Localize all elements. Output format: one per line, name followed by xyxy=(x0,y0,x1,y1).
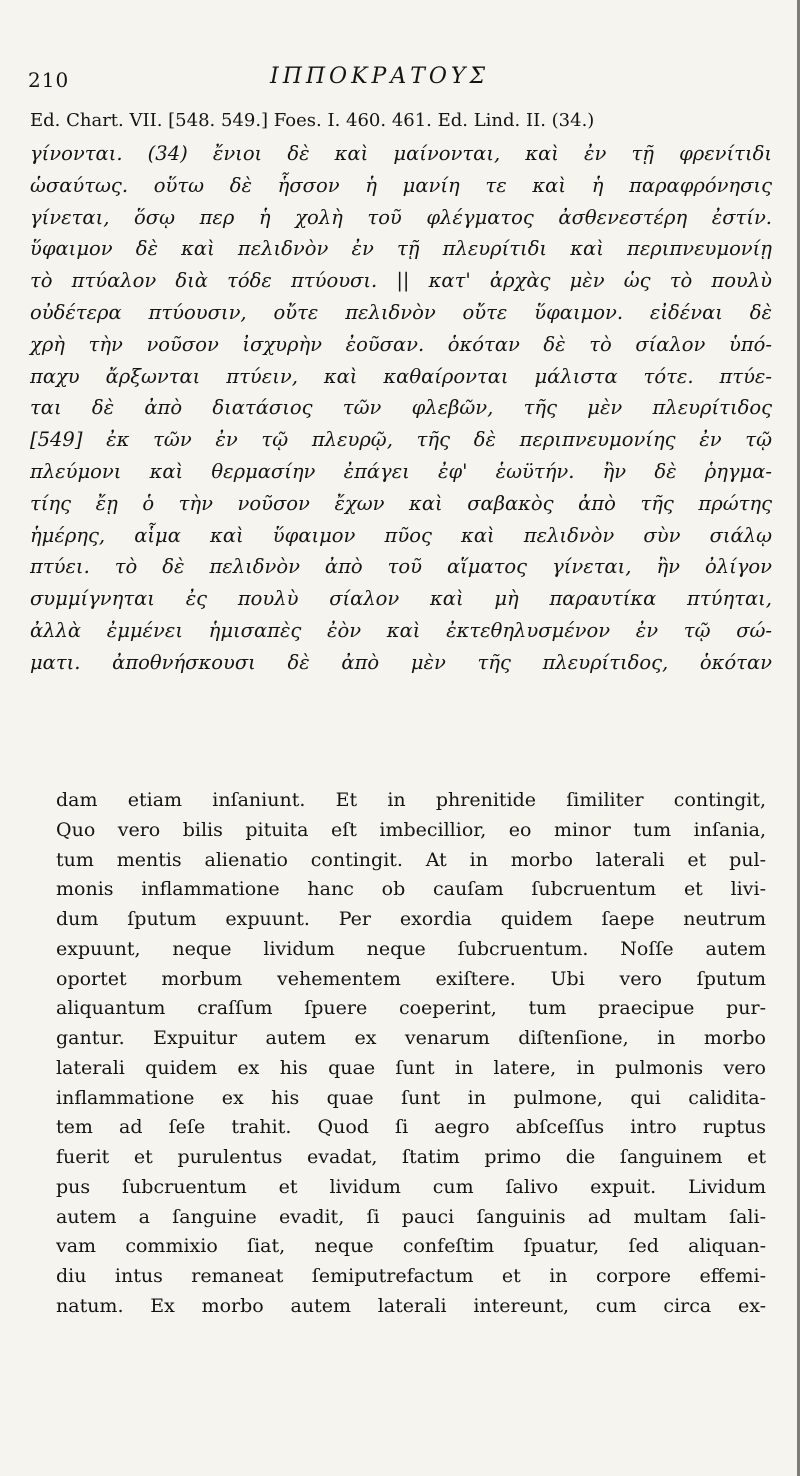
latin-line-10: laterali quidem ex his quae ſunt in latere, in pulmonis vero xyxy=(56,1056,766,1079)
greek-line-7: χρὴ τὴν νοῦσον ἰσχυρὴν ἐοῦσαν. ὁκόταν δὲ τὸ σίαλον ὑπό- xyxy=(30,332,772,356)
latin-line-18: natum. Ex morbo autem laterali intereunt, cum circa ex- xyxy=(56,1294,766,1317)
greek-line-5: τὸ πτύαλον διὰ τόδε πτύουσι. || κατ' ἀρχὰς μὲν ὡς τὸ πουλὺ xyxy=(30,269,772,293)
greek-line-15: συμμίγνηται ἐς πουλὺ σίαλον καὶ μὴ παραυτίκα πτύηται, xyxy=(30,587,772,611)
greek-line-6: οὐδέτερα πτύουσιν, οὔτε πελιδνὸν οὔτε ὕφαιμον. εἰδέναι δὲ xyxy=(30,300,772,324)
greek-line-16: ἀλλὰ ἐμμένει ἡμισαπὲς ἐὸν καὶ ἐκτεθηλυσμένον ἐν τῷ σώ- xyxy=(30,618,772,642)
latin-line-11: inflammatione ex his quae ſunt in pulmone, qui calidita- xyxy=(56,1086,766,1109)
greek-text-block xyxy=(30,138,772,679)
latin-line-5: dum ſputum expuunt. Per exordia quidem ſaepe neutrum xyxy=(56,908,766,930)
edition-reference-line: Ed. Chart. VII. [548. 549.] Foes. I. 460. 461. Ed. Lind. II. (34.) xyxy=(30,110,595,131)
latin-line-14: pus ſubcruentum et lividum cum ſalivo expuit. Lividum xyxy=(56,1175,766,1198)
greek-line-8: παχυ ἄρξωνται πτύειν, καὶ καθαίρονται μάλιστα τότε. πτύε- xyxy=(30,364,772,388)
latin-line-16: vam commixio ſiat, neque confeſtim ſpuatur, ſed aliquan- xyxy=(56,1235,766,1258)
running-head: ΙΠΠΟΚΡΑΤΟΥΣ xyxy=(270,64,490,89)
latin-line-15: autem a ſanguine evadit, ſi pauci ſanguinis ad multam ſali- xyxy=(56,1205,766,1228)
greek-line-9: ται δὲ ἀπὸ διατάσιος τῶν φλεβῶν, τῆς μὲν πλευρίτιδος xyxy=(30,396,772,420)
greek-line-13: ἡμέρης, αἷμα καὶ ὕφαιμον πῦος καὶ πελιδνὸν σὺν σιάλῳ xyxy=(30,523,772,547)
latin-line-4: monis inflammatione hanc ob cauſam ſubcruentum et livi- xyxy=(56,878,766,901)
latin-line-17: diu intus remaneat ſemiputrefactum et in corpore effemi- xyxy=(56,1265,766,1287)
greek-line-4: ὕφαιμον δὲ καὶ πελιδνὸν ἐν τῇ πλευρίτιδι καὶ περιπνευμονίῃ xyxy=(30,237,772,261)
latin-line-6: expuunt, neque lividum neque ſubcruentum. Noſſe autem xyxy=(56,937,766,960)
latin-line-13: fuerit et purulentus evadat, ſtatim primo die ſanguinem et xyxy=(56,1146,766,1168)
latin-line-1: dam etiam inſaniunt. Et in phrenitide ſimiliter contingit, xyxy=(56,789,766,811)
greek-line-3: γίνεται, ὅσῳ περ ἡ χολὴ τοῦ φλέγματος ἀσθενεστέρη ἐστίν. xyxy=(30,205,772,229)
latin-line-3: tum mentis alienatio contingit. At in morbo laterali et pul- xyxy=(56,848,766,871)
greek-line-2: ὡσαύτως. οὕτω δὲ ἧσσον ἡ μανίη τε καὶ ἡ παραφρόνησις xyxy=(30,173,772,197)
latin-translation-block xyxy=(56,786,766,1322)
latin-line-8: aliquantum craſſum ſpuere coeperint, tum praecipue pur- xyxy=(56,997,766,1020)
greek-line-12: τίης ἔῃ ὁ τὴν νοῦσον ἔχων καὶ σαβακὸς ἀπὸ τῆς πρώτης xyxy=(30,491,772,515)
latin-line-2: Quo vero bilis pituita eſt imbecillior, eo minor tum inſania, xyxy=(56,818,766,841)
latin-line-7: oportet morbum vehementem exiſtere. Ubi vero ſputum xyxy=(56,967,766,990)
greek-line-17: ματι. ἀποθνήσκουσι δὲ ἀπὸ μὲν τῆς πλευρίτιδος, ὁκόταν xyxy=(30,650,772,674)
greek-line-11: πλεύμονι καὶ θερμασίην ἐπάγει ἐφ' ἑωϋτήν. ἢν δὲ ῥηγμα- xyxy=(30,459,772,483)
latin-line-9: gantur. Expuitur autem ex venarum diſtenſione, in morbo xyxy=(56,1027,766,1049)
greek-line-14: πτύει. τὸ δὲ πελιδνὸν ἀπὸ τοῦ αἵματος γίνεται, ἢν ὀλίγον xyxy=(30,555,772,579)
greek-line-10: [549] ἐκ τῶν ἐν τῷ πλευρῷ, τῆς δὲ περιπνευμονίης ἐν τῷ xyxy=(30,428,772,452)
page-number: 210 xyxy=(28,68,70,92)
greek-line-1: γίνονται. (34) ἔνιοι δὲ καὶ μαίνονται, καὶ ἐν τῇ φρενίτιδι xyxy=(30,142,772,165)
latin-line-12: tem ad ſeſe trahit. Quod ſi aegro abſceſſus intro ruptus xyxy=(56,1116,766,1139)
